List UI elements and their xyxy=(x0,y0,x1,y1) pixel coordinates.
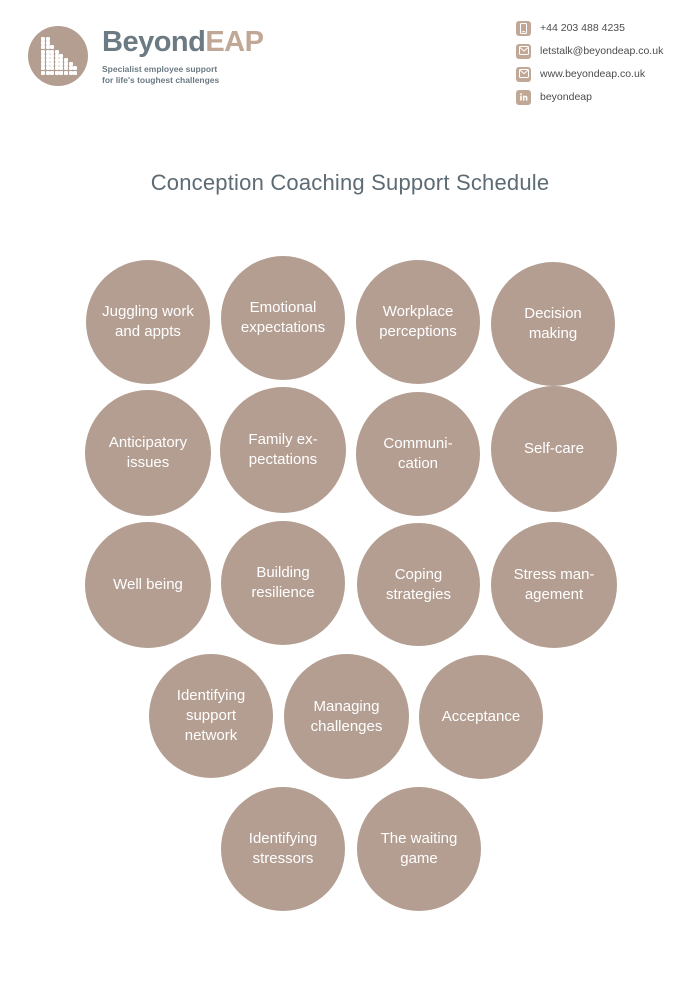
bubble-node xyxy=(357,523,480,646)
bubble-node xyxy=(491,386,617,512)
contact-list xyxy=(516,20,663,105)
bubble-label: Identifying support network xyxy=(176,687,246,744)
brand-tagline xyxy=(102,64,263,87)
bubble-node xyxy=(221,256,345,380)
bubble-label: Juggling work and appts xyxy=(102,303,194,340)
bubble-label: Acceptance xyxy=(441,708,521,726)
page-title: Conception Coaching Support Schedule xyxy=(150,170,550,195)
contact-website xyxy=(516,66,663,82)
bubble-label: Stress man- agement xyxy=(513,566,595,603)
bubble-label: Coping strategies xyxy=(385,565,452,603)
bubble-node xyxy=(491,262,615,386)
bubble-label: The waiting game xyxy=(380,830,458,867)
bubble-node xyxy=(357,787,481,911)
bubble-label: Identifying stressors xyxy=(248,830,318,867)
bubble-label: Self-care xyxy=(523,440,585,458)
bubble-label: Anticipatory issues xyxy=(108,434,188,471)
bubble-node xyxy=(221,787,345,911)
bubble-label: Family ex- pectations xyxy=(248,431,318,468)
brand-tagline-line2: for life's toughest challenges xyxy=(102,75,220,86)
dot-grid-arrow-icon xyxy=(28,26,88,86)
linkedin-icon xyxy=(516,90,531,105)
bubble-node xyxy=(356,392,480,516)
bubble-node xyxy=(85,522,211,648)
bubble-node xyxy=(221,521,345,645)
contact-email-text[interactable]: letstalk@beyondeap.co.uk xyxy=(540,45,664,57)
brand-name xyxy=(102,28,263,57)
bubble-label: Decision making xyxy=(524,305,582,342)
brand-name-part2: EAP xyxy=(205,26,264,58)
bubble-diagram xyxy=(0,250,700,930)
contact-phone-text: +44 203 488 4235 xyxy=(540,22,625,34)
contact-email-alt xyxy=(516,43,663,59)
email-icon xyxy=(516,44,531,59)
bubble-node xyxy=(149,654,273,778)
bubble-node xyxy=(220,387,346,513)
bubble-node xyxy=(356,260,480,384)
contact-linkedin-text[interactable]: beyondeap xyxy=(540,91,592,103)
bubble-label: Managing challenges xyxy=(310,697,383,735)
phone-icon xyxy=(516,21,531,36)
bubble-node xyxy=(85,390,211,516)
brand-name-part1: Beyond xyxy=(102,26,206,58)
bubble-node xyxy=(284,654,409,779)
brand-text xyxy=(102,24,263,87)
bubble-node xyxy=(86,260,210,384)
contact-website-text[interactable]: www.beyondeap.co.uk xyxy=(540,68,646,80)
bubble-node xyxy=(419,655,543,779)
bubble-label: Building resilience xyxy=(251,564,315,601)
page-header xyxy=(0,0,700,130)
bubble-label: Communi- cation xyxy=(383,435,453,472)
bubble-label: Emotional expectations xyxy=(240,299,326,336)
contact-linkedin xyxy=(516,89,663,105)
brand-tagline-line1: Specialist employee support xyxy=(102,64,218,74)
globe-icon xyxy=(516,67,531,82)
contact-phone xyxy=(516,20,663,36)
bubble-node xyxy=(491,522,617,648)
bubble-label: Workplace perceptions xyxy=(379,303,457,340)
brand-logo xyxy=(28,24,263,87)
bubble-label: Well being xyxy=(113,576,183,594)
